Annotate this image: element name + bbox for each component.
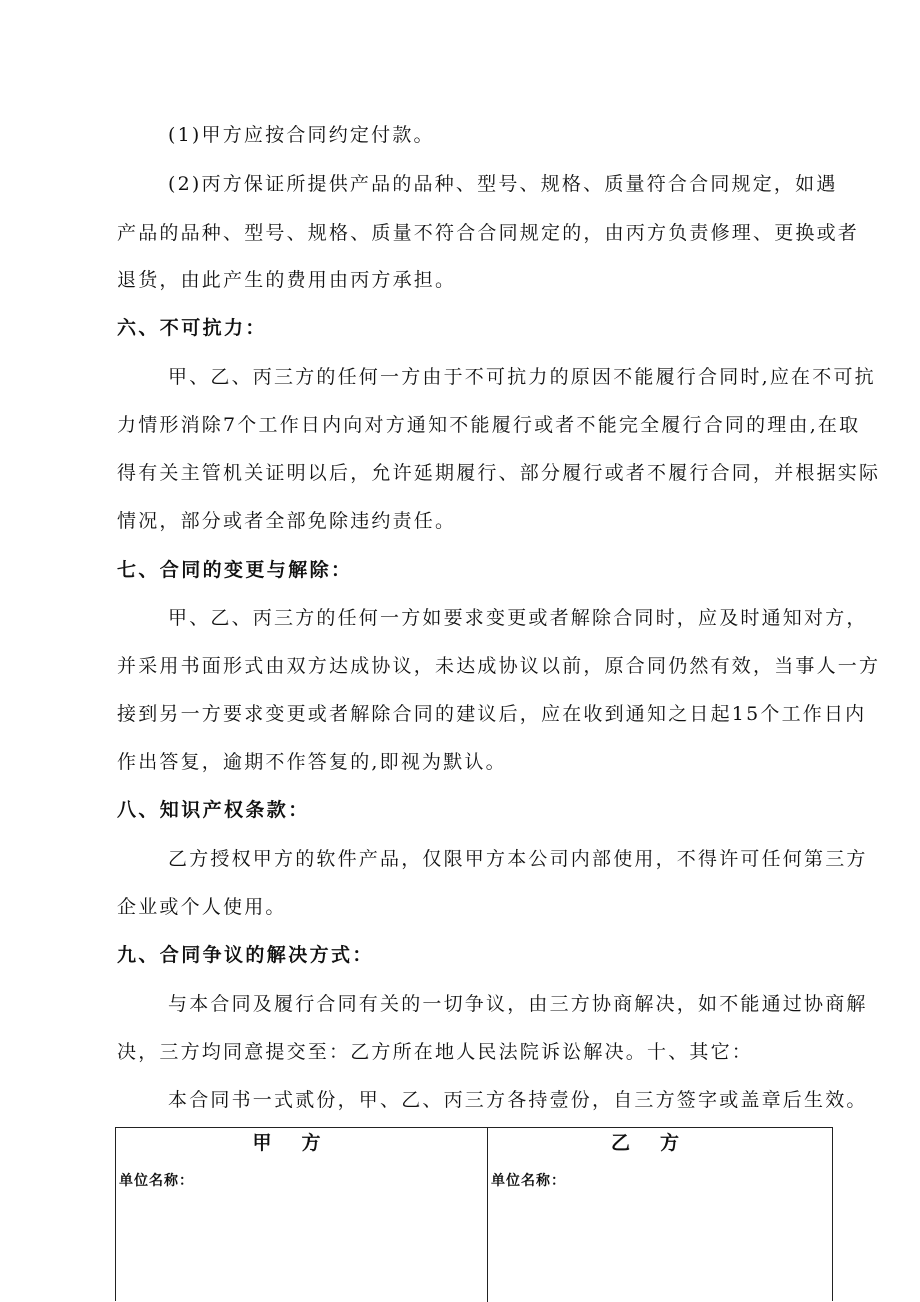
section-heading-dispute: 九、合同争议的解决方式：: [117, 944, 374, 966]
section-heading-ip: 八、知识产权条款：: [117, 799, 310, 821]
signature-column-party-a: [116, 1128, 488, 1302]
section-heading-change: 七、合同的变更与解除：: [117, 559, 353, 581]
paragraph-line: 乙方授权甲方的软件产品，仅限甲方本公司内部使用，不得许可任何第三方: [168, 848, 868, 870]
clause-item-1: (1)甲方应按合同约定付款。: [168, 124, 435, 146]
clause-item-2-cont: 产品的品种、型号、规格、质量不符合合同规定的，由丙方负责修理、更换或者: [117, 222, 860, 244]
section-heading-force-majeure: 六、不可抗力：: [117, 317, 267, 339]
paragraph-line: 接到另一方要求变更或者解除合同的建议后，应在收到通知之日起15个工作日内: [117, 703, 867, 725]
paragraph-line: 本合同书一式贰份，甲、乙、丙三方各持壹份，自三方签字或盖章后生效。: [168, 1089, 868, 1111]
paragraph-line: 力情形消除7个工作日内向对方通知不能履行或者不能完全履行合同的理由,在取: [117, 414, 861, 436]
paragraph-line: 甲、乙、丙三方的任何一方由于不可抗力的原因不能履行合同时,应在不可抗: [168, 366, 876, 388]
clause-item-2-cont: 退货，由此产生的费用由丙方承担。: [117, 269, 457, 291]
signature-table: [115, 1127, 833, 1301]
party-b-heading: 乙方: [610, 1132, 709, 1154]
paragraph-line: 并采用书面形式由双方达成协议，未达成协议以前，原合同仍然有效，当事人一方: [117, 655, 881, 677]
paragraph-line: 甲、乙、丙三方的任何一方如要求变更或者解除合同时，应及时通知对方，: [168, 607, 868, 629]
paragraph-line: 情况，部分或者全部免除违约责任。: [117, 510, 457, 532]
signature-column-party-b: [488, 1128, 832, 1302]
party-a-unit-label: 单位名称：: [119, 1173, 194, 1189]
paragraph-line: 企业或个人使用。: [117, 896, 287, 918]
paragraph-line: 得有关主管机关证明以后，允许延期履行、部分履行或者不履行合同，并根据实际: [117, 462, 881, 484]
party-a-heading: 甲方: [252, 1132, 351, 1154]
paragraph-line: 作出答复，逾期不作答复的,即视为默认。: [117, 751, 507, 773]
party-b-unit-label: 单位名称：: [491, 1173, 566, 1189]
clause-item-2: (2)丙方保证所提供产品的品种、型号、规格、质量符合合同规定，如遇: [168, 173, 838, 195]
paragraph-line: 与本合同及履行合同有关的一切争议，由三方协商解决，如不能通过协商解: [168, 993, 868, 1015]
paragraph-line: 决，三方均同意提交至：乙方所在地人民法院诉讼解决。十、其它：: [117, 1041, 754, 1063]
